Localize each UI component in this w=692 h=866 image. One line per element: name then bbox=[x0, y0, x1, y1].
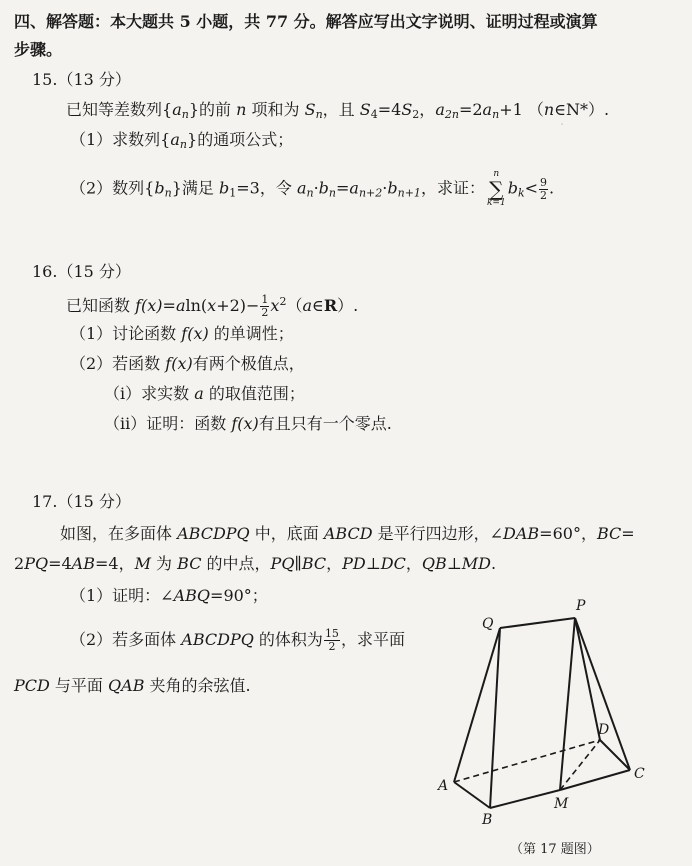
vertex-label-D: D bbox=[598, 722, 610, 738]
q15-stem: 已知等差数列$\{a_n\}$的前 n 项和为 $S_n$，且 $S_4=4S_2$，$a_{2n}=2a_n+1$ （n∈N*）. bbox=[66, 100, 610, 121]
q16-part2: （2）若函数 f(x)有两个极值点， bbox=[70, 354, 305, 373]
vertex-label-A: A bbox=[438, 778, 449, 794]
edge-PC bbox=[575, 618, 630, 770]
q17-heading: 17.（15 分） bbox=[32, 492, 131, 511]
q15-part1: （1）求数列$\{a_n\}$的通项公式； bbox=[70, 130, 294, 151]
vertex-label-M: M bbox=[554, 796, 569, 812]
q15-part2: （2）数列$\{b_n\}$满足 $b_1=3$，令 $a_n\cdot b_n=a_{n+2}\cdot b_{n+1}$，求证： n ∑ k=1 $b_k<$ $\frac{9}{2}$ . bbox=[70, 169, 555, 208]
vertex-label-C: C bbox=[634, 766, 645, 782]
q17-stem-line2: 2PQ=4AB=4，M 为 BC 的中点，PQ∥BC，PD⊥DC，QB⊥MD. bbox=[14, 554, 497, 573]
section-title: 四、解答题：本大题共 5 小题，共 77 分。解答应写出文字说明、证明过程或演算 bbox=[14, 12, 598, 31]
edge-MC bbox=[560, 770, 630, 790]
q17-part2-cont: PCD 与平面 QAB 夹角的余弦值. bbox=[14, 676, 251, 695]
edge-AD-hidden bbox=[454, 740, 600, 782]
edge-MD-hidden bbox=[560, 740, 600, 790]
fraction-nine-halves: $\frac{9}{2}$ bbox=[540, 175, 548, 202]
q15-heading: 15.（13 分） bbox=[32, 70, 131, 89]
q17-part2: （2）若多面体 ABCDPQ 的体积为 $\frac{15}{2}$ ，求平面 bbox=[70, 627, 405, 653]
edge-PM bbox=[560, 618, 575, 790]
q17-part1: （1）证明：∠ABQ=90°； bbox=[70, 586, 268, 605]
edge-AB bbox=[454, 782, 490, 808]
section-title-cont: 步骤。 bbox=[14, 40, 63, 59]
fraction-one-half: $\frac{1}{2}$ bbox=[261, 293, 269, 319]
vertex-label-Q: Q bbox=[482, 616, 494, 632]
q16-stem: 已知函数 f(x)=aln(x+2)− $\frac{1}{2}$ $x^2(a\in R)$. bbox=[66, 293, 359, 319]
polyhedron-figure bbox=[430, 590, 670, 840]
q16-part2-ii: （ii）证明：函数 f(x)有且只有一个零点. bbox=[104, 414, 392, 433]
fraction-fifteen-halves: $\frac{15}{2}$ bbox=[324, 627, 339, 653]
q16-heading: 16.（15 分） bbox=[32, 262, 131, 281]
edge-BM bbox=[490, 790, 560, 808]
vertex-label-P: P bbox=[576, 598, 586, 614]
bleed-through-text: · bbox=[560, 118, 565, 133]
q16-part2-i: （i）求实数 a 的取值范围； bbox=[104, 384, 305, 403]
figure-caption: （第 17 题图） bbox=[510, 842, 600, 857]
q16-part1: （1）讨论函数 f(x) 的单调性； bbox=[70, 324, 294, 343]
edge-QP bbox=[500, 618, 575, 628]
q17-stem-line1: 如图，在多面体 ABCDPQ 中，底面 ABCD 是平行四边形，∠DAB=60°，BC= bbox=[60, 524, 635, 543]
summation-sign: n ∑ k=1 bbox=[486, 169, 506, 208]
vertex-label-B: B bbox=[482, 812, 493, 828]
